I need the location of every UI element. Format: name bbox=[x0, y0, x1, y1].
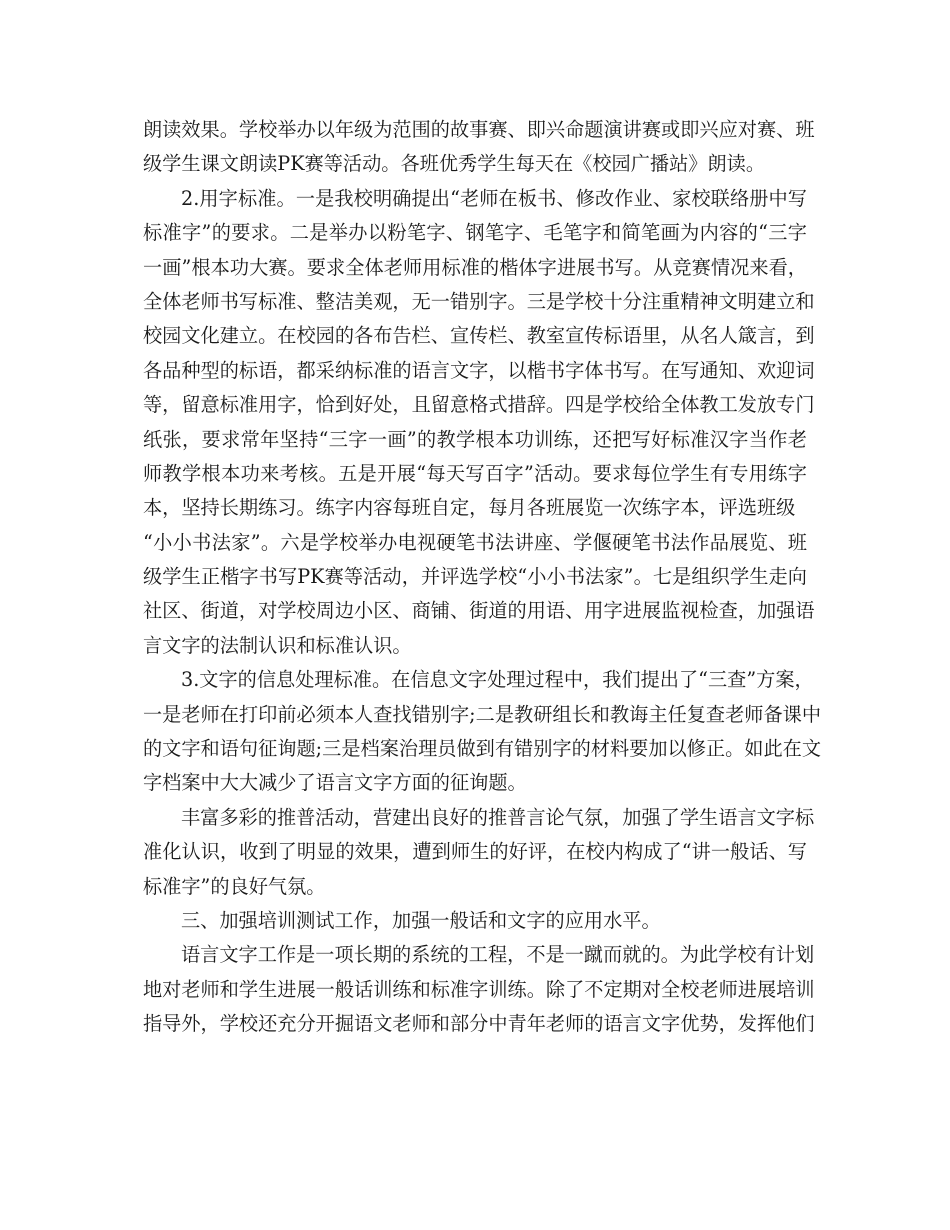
text-line: 标准字”的要求。二是举办以粉笔字、钢笔字、毛笔字和简笔画为内容的“三字 bbox=[143, 221, 807, 245]
document-body bbox=[143, 113, 822, 1042]
text-line: 本，坚持长期练习。练字内容每班自定，每月各班展览一次练字本，评选班级 bbox=[143, 496, 796, 520]
text-line: 的文字和语句征询题;三是档案治理员做到有错别字的材料要加以修正。如此在文 bbox=[143, 737, 822, 761]
text-line: 言文字的法制认识和标准认识。 bbox=[143, 633, 412, 657]
text-line: 一画”根本功大赛。要求全体老师用标准的楷体字进展书写。从竞赛情况来看， bbox=[143, 255, 807, 279]
text-line: 朗读效果。学校举办以年级为范围的故事赛、即兴命题演讲赛或即兴应对赛、班 bbox=[143, 118, 815, 141]
text-line: 级学生正楷字书写PK赛等活动，并评选学校“小小书法家”。七是组织学生走向 bbox=[143, 565, 807, 589]
section-heading: 三、加强培训测试工作，加强一般话和文字的应用水平。 bbox=[181, 908, 661, 932]
text-line: 3.文字的信息处理标准。在信息文字处理过程中，我们提出了“三查”方案， bbox=[181, 668, 814, 692]
text-line: 级学生课文朗读PK赛等活动。各班优秀学生每天在《校园广播站》朗读。 bbox=[143, 152, 766, 176]
text-line: 标准字”的良好气氛。 bbox=[143, 874, 326, 898]
text-line: 纸张，要求常年坚持“三字一画”的教学根本功训练，还把写好标准汉字当作老 bbox=[143, 427, 807, 451]
text-line: 校园文化建立。在校园的各布告栏、宣传栏、教室宣传标语里，从名人箴言，到 bbox=[143, 324, 815, 348]
text-line: 准化认识，收到了明显的效果，遭到师生的好评，在校内构成了“讲一般话、写 bbox=[143, 840, 807, 864]
text-line: 一是老师在打印前必须本人查找错别字;二是教研组长和教诲主任复查老师备课中 bbox=[143, 702, 822, 726]
text-line: 字档案中大大减少了语言文字方面的征询题。 bbox=[143, 771, 527, 795]
text-line: 地对老师和学生进展一般话训练和标准字训练。除了不定期对全校老师进展培训 bbox=[143, 977, 815, 1001]
text-line: 师教学根本功来考核。五是开展“每天写百字”活动。要求每位学生有专用练字 bbox=[143, 461, 807, 485]
text-line: 语言文字工作是一项长期的系统的工程，不是一蹴而就的。为此学校有计划 bbox=[181, 943, 815, 967]
text-line: “小小书法家”。六是学校举办电视硬笔书法讲座、学偃硬笔书法作品展览、班 bbox=[143, 530, 807, 554]
text-line: 等，留意标准用字，恰到好处，且留意格式措辞。四是学校给全体教工发放专门 bbox=[143, 393, 815, 417]
text-line: 全体老师书写标准、整洁美观，无一错别字。三是学校十分注重精神文明建立和 bbox=[143, 289, 815, 313]
text-line: 社区、街道，对学校周边小区、商铺、街道的用语、用字进展监视检查，加强语 bbox=[143, 599, 815, 623]
text-line: 指导外，学校还充分开掘语文老师和部分中青年老师的语言文字优势，发挥他们 bbox=[143, 1012, 815, 1036]
text-line: 各品种型的标语，都采纳标准的语言文字，以楷书字体书写。在写通知、欢迎词 bbox=[143, 358, 815, 382]
text-line: 丰富多彩的推普活动，营建出良好的推普言论气氛，加强了学生语言文字标 bbox=[181, 805, 815, 829]
text-line: 2.用字标准。一是我校明确提出“老师在板书、修改作业、家校联络册中写 bbox=[181, 186, 807, 210]
